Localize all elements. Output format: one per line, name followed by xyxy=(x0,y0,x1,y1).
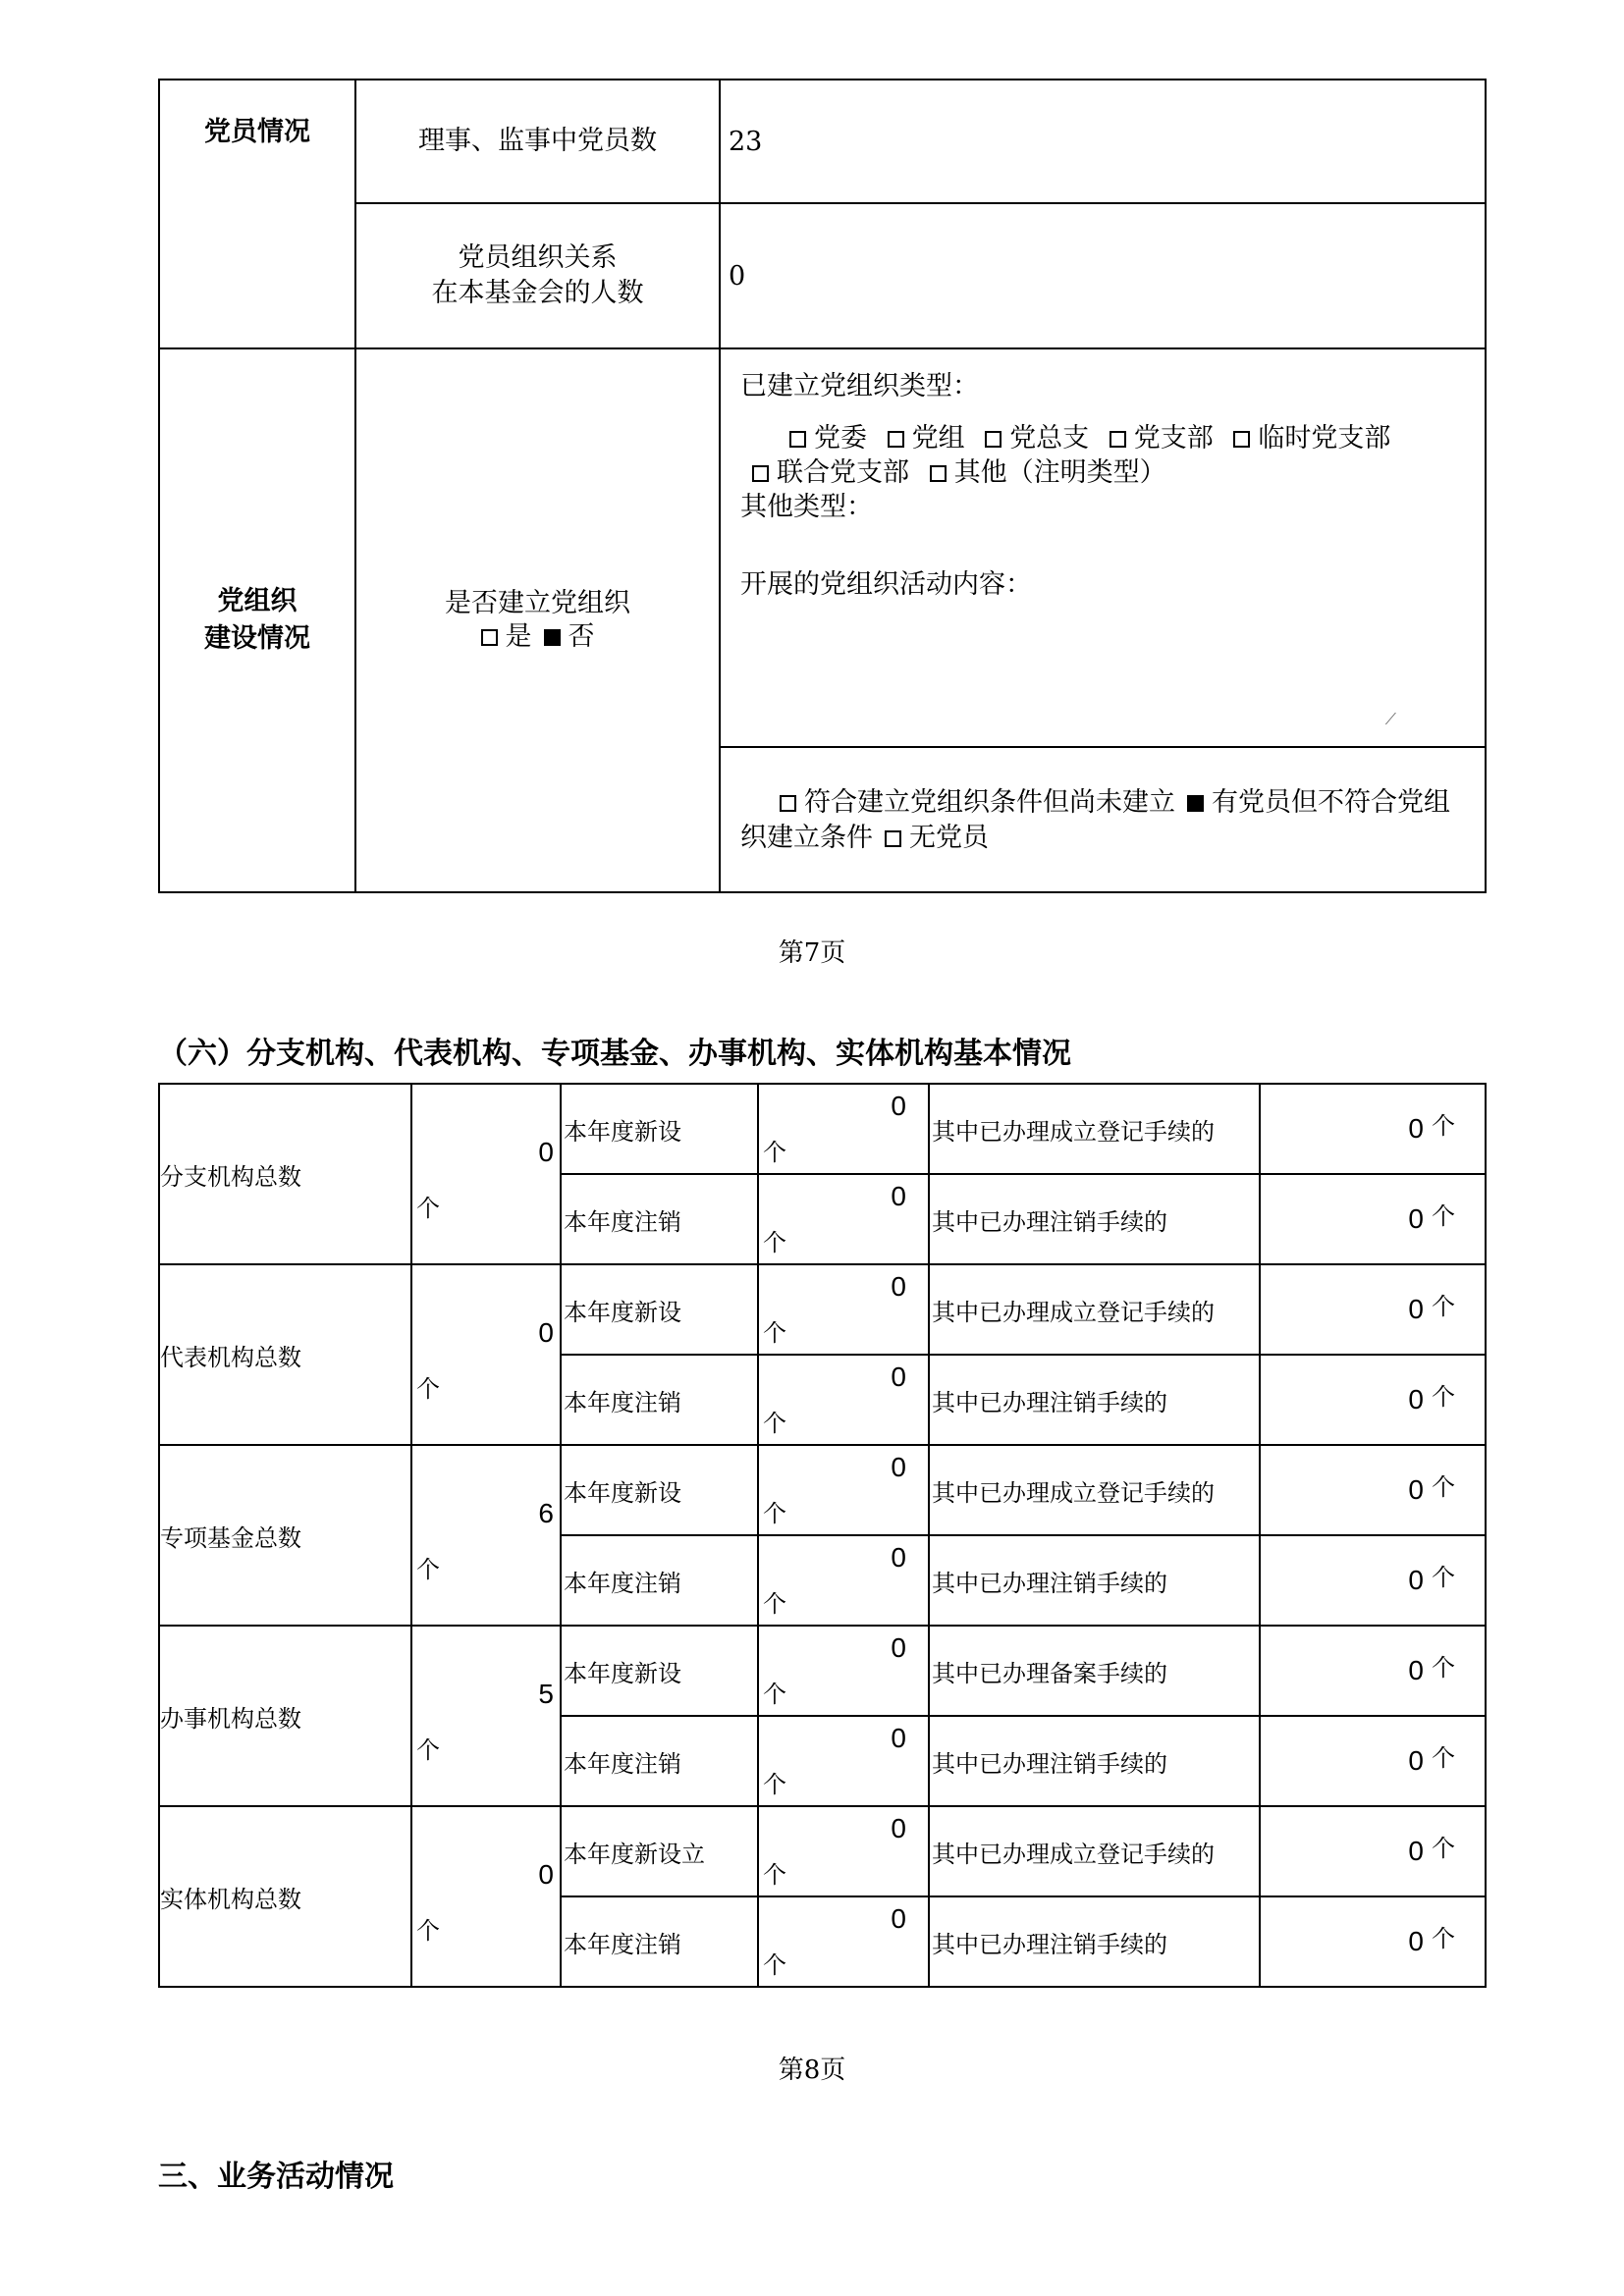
sub-value-number: 0 xyxy=(1408,1745,1424,1776)
sub-label xyxy=(929,1896,1260,1987)
period-value-number: 0 xyxy=(891,1813,906,1843)
period-label-text: 本年度新设 xyxy=(564,1659,681,1687)
period-label-text: 本年度注销 xyxy=(564,1388,681,1416)
period-label xyxy=(561,1626,758,1716)
institution-row xyxy=(159,1626,1486,1716)
period-label-text: 本年度注销 xyxy=(564,1207,681,1236)
period-value[interactable] xyxy=(758,1264,929,1355)
total-value: 0 xyxy=(538,1859,554,1891)
period-label xyxy=(561,1264,758,1355)
period-value[interactable] xyxy=(758,1535,929,1626)
unit-label: 个 xyxy=(763,1951,786,1979)
period-value-number: 0 xyxy=(891,1723,906,1753)
unit-label: 个 xyxy=(1432,1293,1455,1320)
sub-label-text: 其中已办理注销手续的 xyxy=(932,1569,1167,1597)
resize-handle-icon[interactable]: ⟋ xyxy=(1384,710,1396,728)
checkbox-icon xyxy=(789,431,806,448)
period-value-number: 0 xyxy=(891,1271,906,1302)
sub-value-number: 0 xyxy=(1408,1836,1424,1866)
institution-name-text: 办事机构总数 xyxy=(160,1704,301,1733)
period-value[interactable] xyxy=(758,1084,929,1174)
period-label xyxy=(561,1716,758,1806)
sub-label-text: 其中已办理注销手续的 xyxy=(932,1388,1167,1416)
period-value[interactable] xyxy=(758,1716,929,1806)
unit-label: 个 xyxy=(1432,1744,1455,1772)
org-type-text: 党组 xyxy=(911,423,965,454)
sub-label-text: 其中已办理成立登记手续的 xyxy=(932,1117,1215,1146)
period-value[interactable] xyxy=(758,1896,929,1987)
sub-label-text: 其中已办理注销手续的 xyxy=(932,1930,1167,1958)
institution-total[interactable] xyxy=(411,1626,561,1806)
checkbox-icon xyxy=(930,465,947,482)
unit-label: 个 xyxy=(1432,1564,1455,1591)
institution-name xyxy=(159,1626,411,1806)
sub-value[interactable] xyxy=(1260,1716,1486,1806)
period-label-text: 本年度新设 xyxy=(564,1117,681,1146)
sub-label xyxy=(929,1806,1260,1896)
unit-label: 个 xyxy=(763,1771,786,1798)
period-label xyxy=(561,1355,758,1445)
period-label-text: 本年度注销 xyxy=(564,1749,681,1778)
sub-label xyxy=(929,1716,1260,1806)
sub-value-number: 0 xyxy=(1408,1294,1424,1324)
org-type-label: 已建立党组织类型： xyxy=(740,371,979,401)
sub-value-number: 0 xyxy=(1408,1113,1424,1144)
institution-row xyxy=(159,1084,1486,1174)
unit-label: 个 xyxy=(416,1374,440,1403)
sub-value[interactable] xyxy=(1260,1264,1486,1355)
board-party-members-text: 理事、监事中党员数 xyxy=(418,126,657,156)
institutions-table-body xyxy=(159,1084,1486,1987)
page-number: 第8页 xyxy=(778,2056,846,2085)
unit-label: 个 xyxy=(763,1500,786,1527)
yes-label: 是 xyxy=(505,621,532,652)
checkbox-icon xyxy=(752,465,769,482)
sub-label xyxy=(929,1084,1260,1174)
org-type-option[interactable] xyxy=(973,421,1089,455)
institution-row xyxy=(159,1806,1486,1896)
institution-name-text: 分支机构总数 xyxy=(160,1162,301,1191)
org-type-text: 党委 xyxy=(814,423,867,454)
institution-row xyxy=(159,1264,1486,1355)
org-type-text: 联合党支部 xyxy=(777,457,909,488)
org-relation-value[interactable] xyxy=(720,203,1486,348)
sub-value[interactable] xyxy=(1260,1084,1486,1174)
period-value[interactable] xyxy=(758,1445,929,1535)
checkbox-icon xyxy=(1233,431,1250,448)
org-category-line2: 建设情况 xyxy=(204,623,310,654)
sub-value[interactable] xyxy=(1260,1896,1486,1987)
checkbox-icon xyxy=(1110,431,1126,448)
unit-label: 个 xyxy=(763,1681,786,1708)
unit-label: 个 xyxy=(763,1410,786,1437)
sub-value-number: 0 xyxy=(1408,1655,1424,1685)
unit-label: 个 xyxy=(416,1194,440,1222)
unit-label: 个 xyxy=(416,1916,440,1945)
org-type-text: 党支部 xyxy=(1133,423,1214,454)
period-label xyxy=(561,1174,758,1264)
board-party-members-label xyxy=(355,80,720,203)
party-info-table xyxy=(158,79,1487,893)
sub-label xyxy=(929,1174,1260,1264)
total-value: 0 xyxy=(538,1137,554,1168)
institution-total[interactable] xyxy=(411,1445,561,1626)
unit-label: 个 xyxy=(763,1590,786,1618)
no-checkbox-checked-icon[interactable] xyxy=(544,629,561,646)
unit-label: 个 xyxy=(1432,1473,1455,1501)
status-option-text: 无党员 xyxy=(909,823,989,853)
checkbox-icon[interactable] xyxy=(885,830,901,847)
period-label xyxy=(561,1806,758,1896)
sub-value[interactable] xyxy=(1260,1806,1486,1896)
org-type-option[interactable] xyxy=(789,421,867,455)
org-type-block[interactable] xyxy=(720,348,1486,747)
unit-label: 个 xyxy=(1432,1383,1455,1411)
no-label: 否 xyxy=(568,621,595,652)
org-relation-label xyxy=(355,203,720,348)
org-type-option[interactable] xyxy=(876,421,965,455)
institution-row xyxy=(159,1445,1486,1535)
period-value-number: 0 xyxy=(891,1632,906,1663)
unit-label: 个 xyxy=(1432,1925,1455,1952)
sub-label-text: 其中已办理成立登记手续的 xyxy=(932,1478,1215,1507)
org-question-text: 是否建立党组织 xyxy=(445,588,630,618)
org-category xyxy=(159,348,355,892)
period-label-text: 本年度注销 xyxy=(564,1930,681,1958)
institution-name xyxy=(159,1445,411,1626)
sub-value-number: 0 xyxy=(1408,1926,1424,1956)
checkbox-icon xyxy=(888,431,904,448)
sub-value-number: 0 xyxy=(1408,1565,1424,1595)
org-relation-line1: 党员组织关系 xyxy=(458,242,618,273)
org-type-option[interactable] xyxy=(918,455,1166,490)
institution-name xyxy=(159,1264,411,1445)
period-label xyxy=(561,1445,758,1535)
sub-value[interactable] xyxy=(1260,1355,1486,1445)
sub-label-text: 其中已办理注销手续的 xyxy=(932,1207,1167,1236)
sub-value[interactable] xyxy=(1260,1174,1486,1264)
org-relation-line2: 在本基金会的人数 xyxy=(431,278,644,308)
org-established-question xyxy=(355,348,720,892)
unit-label: 个 xyxy=(763,1139,786,1166)
org-status-block[interactable] xyxy=(720,747,1486,892)
org-type-options-line2 xyxy=(691,455,1471,490)
period-label-text: 本年度新设 xyxy=(564,1298,681,1326)
other-type-label: 其他类型： xyxy=(740,492,873,522)
institutions-table xyxy=(158,1083,1487,1988)
unit-label: 个 xyxy=(416,1735,440,1764)
sub-value-number: 0 xyxy=(1408,1474,1424,1505)
members-category xyxy=(159,80,355,348)
period-label-text: 本年度新设 xyxy=(564,1478,681,1507)
period-label xyxy=(561,1535,758,1626)
org-type-option[interactable] xyxy=(1098,421,1214,455)
board-party-members-number: 23 xyxy=(729,126,763,157)
members-category-label: 党员情况 xyxy=(204,117,310,147)
period-value[interactable] xyxy=(758,1174,929,1264)
total-value: 6 xyxy=(538,1498,554,1529)
institution-name-text: 代表机构总数 xyxy=(160,1343,301,1371)
sub-label xyxy=(929,1445,1260,1535)
sub-label xyxy=(929,1264,1260,1355)
board-party-members-value[interactable] xyxy=(720,80,1486,203)
period-label-text: 本年度新设立 xyxy=(564,1840,705,1868)
org-relation-number: 0 xyxy=(729,260,746,292)
institution-total[interactable] xyxy=(411,1084,561,1264)
unit-label: 个 xyxy=(416,1555,440,1583)
sub-value-number: 0 xyxy=(1408,1203,1424,1234)
sub-label-text: 其中已办理成立登记手续的 xyxy=(932,1298,1215,1326)
unit-label: 个 xyxy=(1432,1654,1455,1682)
org-type-options xyxy=(740,421,1471,455)
period-value-number: 0 xyxy=(891,1452,906,1482)
unit-label: 个 xyxy=(1432,1112,1455,1140)
sub-value[interactable] xyxy=(1260,1535,1486,1626)
period-label-text: 本年度注销 xyxy=(564,1569,681,1597)
org-type-option[interactable] xyxy=(740,455,909,490)
org-type-option[interactable] xyxy=(1221,421,1390,455)
institution-total[interactable] xyxy=(411,1264,561,1445)
institution-name-text: 实体机构总数 xyxy=(160,1885,301,1913)
sub-label-text: 其中已办理备案手续的 xyxy=(932,1659,1167,1687)
org-category-line1: 党组织 xyxy=(217,586,298,616)
period-value-number: 0 xyxy=(891,1362,906,1392)
period-value-number: 0 xyxy=(891,1091,906,1121)
page-number: 第7页 xyxy=(778,938,846,968)
sub-label xyxy=(929,1535,1260,1626)
status-option-text: 符合建立党组织条件但尚未建立 xyxy=(804,787,1175,818)
org-type-text: 党总支 xyxy=(1009,423,1090,454)
checkbox-icon[interactable] xyxy=(780,795,796,812)
status-option-text: 有党员但不符合党组织建立条件 xyxy=(740,787,1450,853)
unit-label: 个 xyxy=(1432,1202,1455,1230)
institution-name xyxy=(159,1806,411,1987)
org-type-text: 其他（注明类型） xyxy=(953,457,1166,488)
institution-name-text: 专项基金总数 xyxy=(160,1523,301,1552)
sub-label-text: 其中已办理成立登记手续的 xyxy=(932,1840,1215,1868)
period-value[interactable] xyxy=(758,1355,929,1445)
sub-value[interactable] xyxy=(1260,1445,1486,1535)
section3-heading: 三、业务活动情况 xyxy=(158,2160,394,2194)
org-type-text: 临时党支部 xyxy=(1258,423,1391,454)
sub-value-number: 0 xyxy=(1408,1384,1424,1415)
unit-label: 个 xyxy=(763,1229,786,1256)
sub-value[interactable] xyxy=(1260,1626,1486,1716)
institution-total[interactable] xyxy=(411,1806,561,1987)
period-label xyxy=(561,1084,758,1174)
period-value-number: 0 xyxy=(891,1181,906,1211)
period-label xyxy=(561,1896,758,1987)
sub-label xyxy=(929,1355,1260,1445)
unit-label: 个 xyxy=(1432,1835,1455,1862)
total-value: 5 xyxy=(538,1679,554,1710)
institution-name xyxy=(159,1084,411,1264)
unit-label: 个 xyxy=(763,1319,786,1347)
unit-label: 个 xyxy=(763,1861,786,1889)
total-value: 0 xyxy=(538,1317,554,1349)
checkbox-checked-icon[interactable] xyxy=(1187,795,1204,812)
period-value[interactable] xyxy=(758,1626,929,1716)
sub-label xyxy=(929,1626,1260,1716)
yes-checkbox-icon[interactable] xyxy=(481,629,498,646)
period-value-number: 0 xyxy=(891,1542,906,1573)
period-value[interactable] xyxy=(758,1806,929,1896)
activity-label: 开展的党组织活动内容： xyxy=(740,569,1032,600)
sub-label-text: 其中已办理注销手续的 xyxy=(932,1749,1167,1778)
period-value-number: 0 xyxy=(891,1903,906,1934)
section-heading: （六）分支机构、代表机构、专项基金、办事机构、实体机构基本情况 xyxy=(158,1037,1071,1071)
checkbox-icon xyxy=(985,431,1001,448)
org-yes-no-options xyxy=(356,620,719,654)
